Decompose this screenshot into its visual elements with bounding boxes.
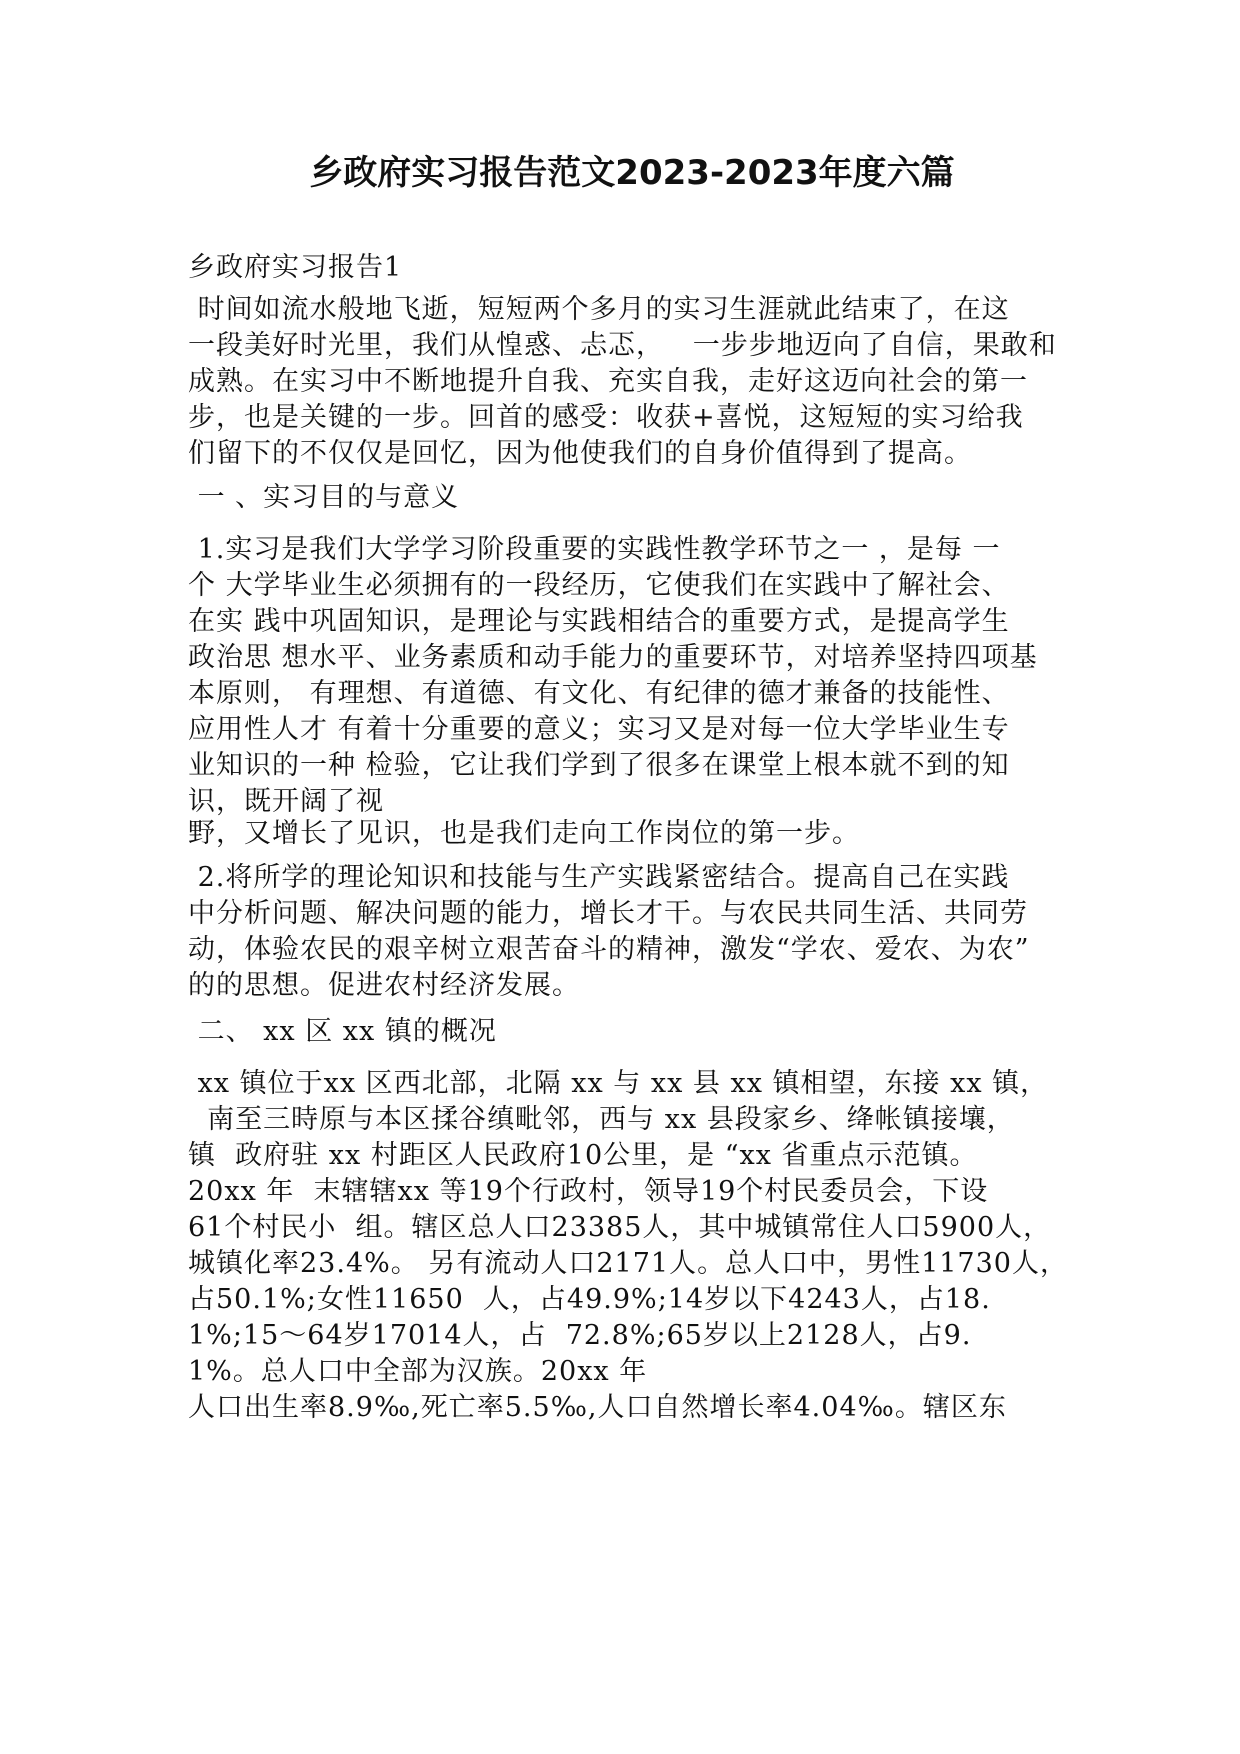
paragraph-line: 中分析问题、解决问题的能力，增长才干。与农民共同生活、共同劳 [188,898,1028,929]
paragraph-line: 占50.1%;女性11650 人，占49.9%;14岁以下4243人，占18. [188,1284,991,1315]
paragraph-line: 人口出生率8.9‰,死亡率5.5‰,人口自然增长率4.04‰。辖区东 [188,1392,1007,1423]
paragraph-line: 1%。总人口中全部为汉族。20xx 年 [188,1356,648,1387]
paragraph-line: 2.将所学的理论知识和技能与生产实践紧密结合。提高自己在实践 [188,862,1010,893]
paragraph-line: 南至三時原与本区揉谷缜毗邻，西与 xx 县段家乡、绛帐镇接壤， [188,1104,1015,1135]
paragraph-line: 镇 政府驻 xx 村距区人民政府10公里，是 “xx 省重点示范镇。 [188,1140,978,1171]
paragraph-line: 动，体验农民的艰辛树立艰苦奋斗的精神，激发“学农、爱农、为农” [188,934,1030,965]
paragraph-line: 1.实习是我们大学学习阶段重要的实践性教学环节之一 ，是每 一 [188,534,1001,565]
paragraph-line: 在实 践中巩固知识，是理论与实践相结合的重要方式，是提高学生 [188,606,1010,637]
paragraph-line: 步，也是关键的一步。回首的感受：收获+喜悦，这短短的实习给我 [188,402,1024,433]
section-heading-purpose: 一 、实习目的与意义 [188,482,460,513]
section-heading-report-1: 乡政府实习报告1 [188,252,403,283]
paragraph-line: 政治思 想水平、业务素质和动手能力的重要环节，对培养坚持四项基 [188,642,1038,673]
paragraph-line: 时间如流水般地飞逝，短短两个多月的实习生涯就此结束了，在这 [188,294,1010,325]
paragraph-line: 的的思想。促进农村经济发展。 [188,970,580,1001]
paragraph-line: 一段美好时光里，我们从惶惑、忐忑， 一步步地迈向了自信，果敢和 [188,330,1057,361]
paragraph-line: 们留下的不仅仅是回忆，因为他使我们的自身价值得到了提高。 [188,438,972,469]
document-title: 乡政府实习报告范文2023-2023年度六篇 [309,153,955,193]
paragraph-line: 1%;15～64岁17014人，占 72.8%;65岁以上2128人，占9. [188,1320,972,1351]
paragraph-line: 个 大学毕业生必须拥有的一段经历，它使我们在实践中了解社会、 [188,570,1010,601]
paragraph-line: 本原则， 有理想、有道德、有文化、有纪律的德才兼备的技能性、 [188,678,1010,709]
paragraph-line: xx 镇位于xx 区西北部，北隔 xx 与 xx 县 xx 镇相望，东接 xx 镇， [188,1068,1049,1099]
paragraph-line: 应用性人才 有着十分重要的意义；实习又是对每一位大学毕业生专 [188,714,1010,745]
paragraph-line: 业知识的一种 检验，它让我们学到了很多在课堂上根本就不到的知 [188,750,1010,781]
paragraph-line: 61个村民小 组。辖区总人口23385人，其中城镇常住人口5900人， [188,1212,1052,1243]
paragraph-line: 野，又增长了见识，也是我们走向工作岗位的第一步。 [188,818,860,849]
paragraph-line: 识，既开阔了视 [188,786,384,817]
section-heading-overview: 二、 xx 区 xx 镇的概况 [188,1016,497,1047]
paragraph-line: 20xx 年 末辖辖xx 等19个行政村，领导19个村民委员会，下设 [188,1176,989,1207]
paragraph-line: 城镇化率23.4%。 另有流动人口2171人。总人口中，男性11730人， [188,1248,1068,1279]
paragraph-line: 成熟。在实习中不断地提升自我、充实自我，走好这迈向社会的第一 [188,366,1028,397]
